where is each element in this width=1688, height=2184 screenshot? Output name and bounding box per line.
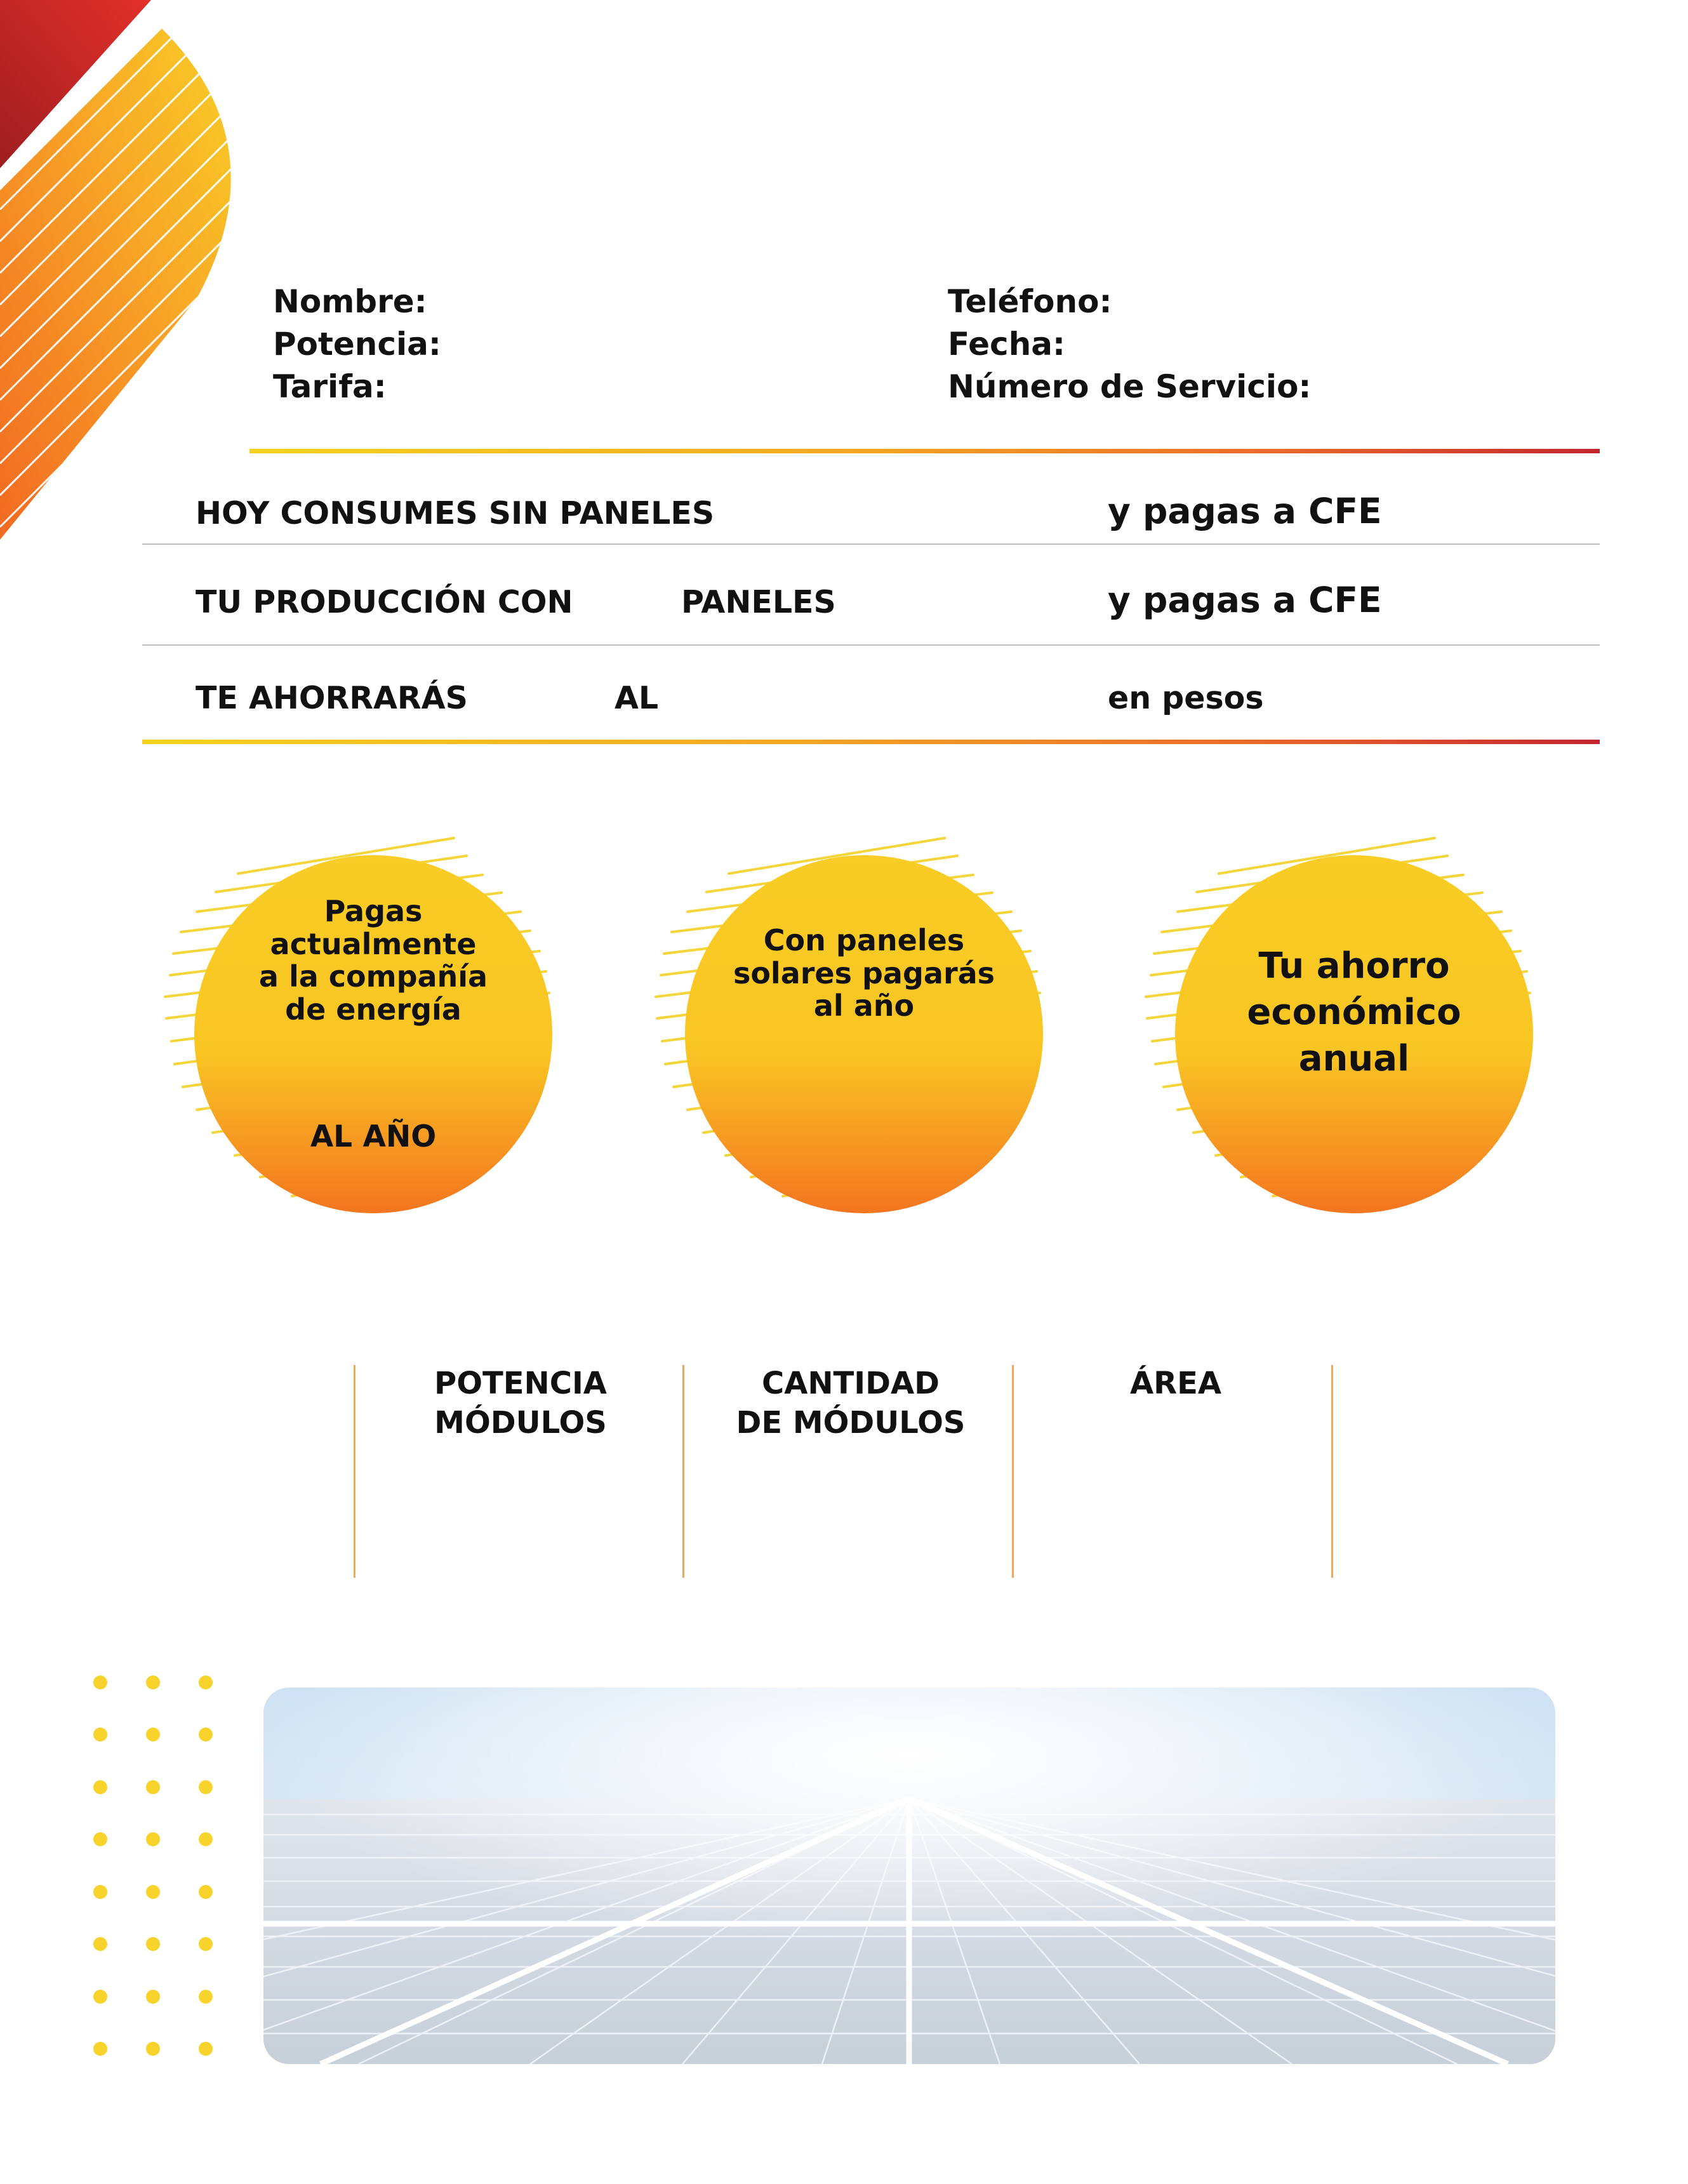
row3-pesos-label: en pesos	[1108, 680, 1264, 716]
row2-divider	[142, 644, 1600, 646]
circle1-line4: de energía	[285, 992, 462, 1027]
row3-al-label: AL	[615, 680, 659, 716]
row2-cfe-label: y pagas a CFE	[1108, 580, 1382, 620]
numero-servicio-label: Número de Servicio:	[948, 368, 1312, 405]
spec-cantidad-modulos	[695, 1364, 1006, 1443]
spec-area	[1023, 1364, 1328, 1403]
circle3-line1: Tu ahorro	[1258, 945, 1450, 987]
circle1-text	[246, 895, 500, 1026]
potencia-label: Potencia:	[273, 326, 441, 363]
circle1-line1: Pagas	[324, 894, 423, 928]
sun-circle-2	[656, 838, 1043, 1213]
spec2-line2: DE MÓDULOS	[736, 1405, 966, 1441]
row1-label: HOY CONSUMES SIN PANELES	[196, 495, 715, 531]
spec-potencia-modulos	[368, 1364, 673, 1443]
circle1-bottom: AL AÑO	[310, 1119, 437, 1154]
solar-panel-image	[263, 1688, 1555, 2064]
row2-label: TU PRODUCCIÓN CON	[196, 584, 573, 620]
row2-paneles-label: PANELES	[681, 584, 836, 620]
dot-grid	[83, 1663, 229, 2063]
circle1-line2: actualmente	[270, 926, 477, 961]
spec-divider-3	[1012, 1365, 1014, 1578]
spec-divider-4	[1331, 1365, 1333, 1578]
circle1-line3: a la compañía	[258, 959, 488, 994]
row1-divider	[142, 543, 1600, 545]
spec-divider-2	[682, 1365, 684, 1578]
spec3-line1: ÁREA	[1129, 1366, 1222, 1401]
nombre-label: Nombre:	[273, 283, 427, 320]
row3-label: TE AHORRARÁS	[196, 680, 468, 716]
circle3-text	[1195, 943, 1513, 1082]
spec1-line2: MÓDULOS	[434, 1405, 607, 1441]
circle2-line2: solares pagarás	[733, 956, 995, 990]
circle2-text	[731, 924, 997, 1023]
gradient-divider-top	[249, 449, 1600, 453]
spec1-line1: POTENCIA	[434, 1366, 607, 1401]
row1-cfe-label: y pagas a CFE	[1108, 491, 1382, 531]
tarifa-label: Tarifa:	[273, 368, 387, 405]
spec2-line1: CANTIDAD	[762, 1366, 940, 1401]
fecha-label: Fecha:	[948, 326, 1066, 363]
spec-divider-1	[354, 1365, 356, 1578]
circle2-line1: Con paneles	[763, 923, 965, 957]
circle2-line3: al año	[813, 989, 915, 1023]
circle3-line2: económico anual	[1247, 991, 1461, 1079]
telefono-label: Teléfono:	[948, 283, 1112, 320]
corner-decoration	[0, 0, 267, 559]
gradient-divider-bottom	[142, 740, 1600, 744]
